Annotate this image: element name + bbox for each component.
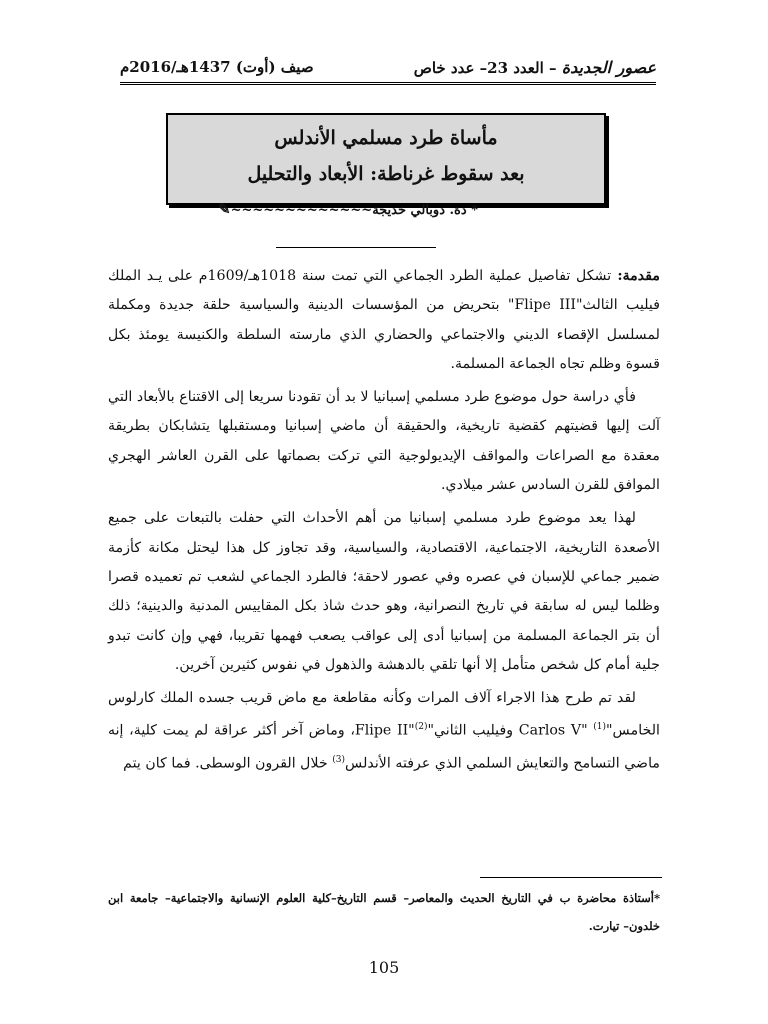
article-title-line2: بعد سقوط غرناطة: الأبعاد والتحليل	[247, 163, 525, 185]
author-tildes: ~~~~~~~~~~~~~	[230, 203, 373, 218]
pen-icon: ✎	[218, 200, 231, 218]
footnote-ref-2: (2)	[414, 722, 428, 733]
header-journal	[414, 58, 656, 77]
article-title-line1: مأساة طرد مسلمي الأندلس	[274, 127, 498, 149]
title-box	[166, 113, 606, 205]
header-date: صيف (أوت) 1437هـ/2016م	[120, 58, 314, 76]
page-number: 105	[368, 958, 400, 977]
author-name: دة. دوبالي خديجة	[372, 203, 472, 218]
header-rule	[120, 82, 656, 87]
article-body	[108, 262, 660, 784]
intro-text: تشكل تفاصيل عملية الطرد الجماعي التي تمت سنة 1018هـ/1609م على يـد الملك فيليب الثالث"Flipe III" بتحريض من المؤسسات الدينية والسياسية حلقة جديدة ومكملة لمسلسل الإقصاء الديني والاجتماعي والحضاري الذي مارسته السلطة والكنيسة يومئذ بكل قسوة وظلم تجاه الجماعة المسلمة.	[108, 268, 660, 372]
author-mark: *	[471, 203, 478, 218]
p4-part-d: خلال القرون الوسطى. فما كان يتم	[123, 756, 333, 773]
issue-info: – العدد 23– عدد خاص	[413, 59, 562, 77]
paragraph-2: فأي دراسة حول موضوع طرد مسلمي إسبانيا لا بد أن تقودنا سريعا إلى الاقتناع بالأبعاد التي آلت إليها قضيتهم كقضية تاريخية، والحقيقة أن ماضي إسبانيا ومستقبلها يتشابكان بطريقة معقدة مع الصراعات والمواقف الإيديولوجية التي تركت بصماتها على القرن العاشر الهجري الموافق للقرن السادس عشر ميلادي.	[108, 389, 660, 494]
author-line	[218, 200, 478, 218]
paragraph-3: لهذا يعد موضوع طرد مسلمي إسبانيا من أهم الأحداث التي حفلت بالتبعات على جميع الأصعدة التاريخية، الاجتماعية، الاقتصادية، والسياسية، وقد تجاوز كل هذا ليحتل مكانة كأزمة ضمير جماعي للإسبان في عصره وفي عصور لاحقة؛ فالطرد الجماعي لشعب تم تعميده قصرا وظلما ليس له سابقة في تاريخ النصرانية، وهو حدث شاذ بكل المقاييس المدنية والدينية؛ ذلك أن بتر الجماعة المسلمة من إسبانيا أدى إلى عواقب يصعب فهمها تقريبا، فهي وإن كانت تبدو جلية أمام كل شخص متأمل إلا أنها تلقي بالدهشة والذهول في نفوس كثيرين آخرين.	[108, 510, 660, 673]
author-rule	[276, 247, 436, 248]
p4-part-c: ، وماض آخر أكثر عراقة لم يمت كلية، إنه ماضي التسامح والتعايش السلمي الذي عرفته الأندلس	[108, 723, 660, 773]
p4-part-b: وفيليب الثاني"Flipe II"	[354, 723, 519, 740]
paragraph-4	[108, 684, 660, 779]
footnote: *أستاذة محاضرة ب في التاريخ الحديث والمعاصر– قسم التاريخ–كلية العلوم الإنسانية والاجتماعية– جامعة ابن خلدون– تيارت.	[108, 891, 660, 933]
footnote-rule	[480, 877, 662, 878]
running-header	[120, 54, 656, 82]
footnote-ref-1: (1)	[593, 722, 607, 733]
journal-name: عصور الجديدة	[561, 58, 656, 77]
intro-lead: مقدمة:	[611, 268, 660, 284]
footnote-ref-3: (3)	[332, 755, 345, 766]
paragraph-intro	[108, 262, 660, 379]
p4-part-a: لقد تم طرح هذا الاجراء آلاف المرات وكأنه مقاطعة مع ماض قريب جسده الملك كارلوس الخامس"Carlos V"	[108, 690, 660, 740]
